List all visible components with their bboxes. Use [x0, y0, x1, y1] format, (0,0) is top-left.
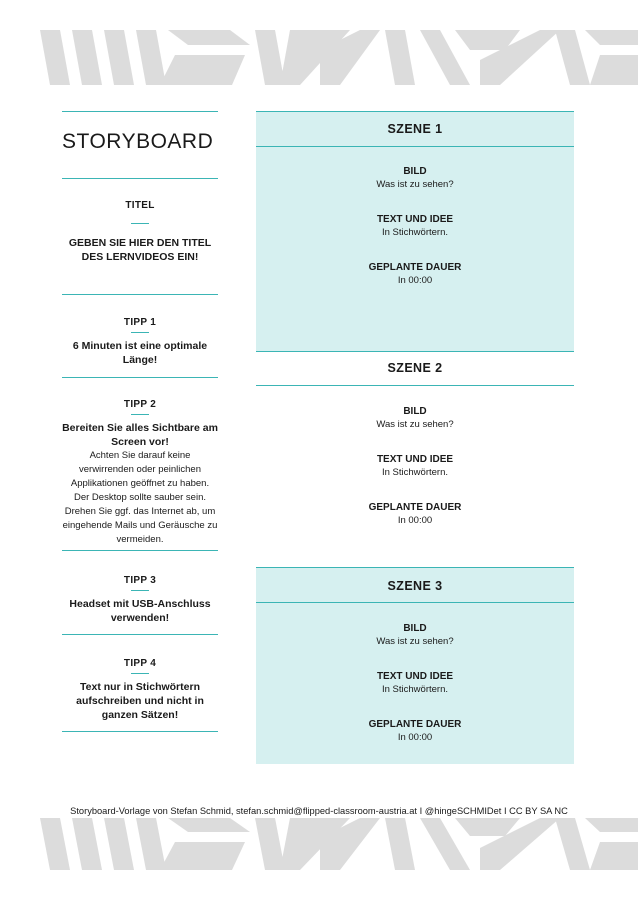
field-hint: In 00:00 [397, 275, 433, 286]
mini-divider [131, 332, 149, 333]
title-placeholder[interactable]: GEBEN SIE HIER DEN TITEL DES LERNVIDEOS EIN! [68, 237, 212, 263]
field-label: GEPLANTE DAUER [368, 719, 462, 730]
tip-detail: Achten Sie darauf keine verwirrenden oder peinlichen Applikationen geöffnet zu haben. Der Desktop sollte sauber sein. Drehen Sie ggf. das Internet ab, um eingehende Mails und Geräusche zu vermeiden. [62, 450, 218, 545]
divider [62, 550, 218, 551]
tip-body: 6 Minuten ist eine optimale Länge! [72, 340, 208, 366]
tip-body: Text nur in Stichwörtern aufschreiben und nicht in ganzen Sätzen! [76, 681, 204, 721]
divider [256, 567, 574, 568]
field-bild[interactable] [256, 405, 574, 431]
field-hint: In Stichwörtern. [382, 227, 448, 238]
scene-1-panel[interactable] [256, 111, 574, 351]
divider [256, 111, 574, 112]
page-title: STORYBOARD [62, 130, 214, 153]
scene-title: SZENE 2 [387, 361, 443, 375]
divider [256, 602, 574, 603]
field-text-idee[interactable] [256, 670, 574, 696]
field-dauer[interactable] [256, 718, 574, 744]
tip-heading: TIPP 4 [123, 658, 157, 669]
field-label: GEPLANTE DAUER [368, 262, 462, 273]
decorative-stripes-top [0, 0, 638, 100]
decorative-stripes-bottom [0, 800, 638, 903]
tip-1 [62, 317, 218, 367]
field-dauer[interactable] [256, 261, 574, 287]
divider [62, 294, 218, 295]
field-hint: Was ist zu sehen? [376, 179, 454, 190]
field-hint: In Stichwörtern. [382, 684, 448, 695]
field-label: TEXT UND IDEE [376, 214, 454, 225]
mini-divider [131, 414, 149, 415]
tip-body: Bereiten Sie alles Sichtbare am Screen vor! [62, 422, 218, 448]
field-bild[interactable] [256, 165, 574, 191]
field-hint: Was ist zu sehen? [376, 636, 454, 647]
divider [256, 385, 574, 386]
tip-3 [62, 575, 218, 625]
title-heading: TITEL [125, 200, 155, 211]
field-label: GEPLANTE DAUER [368, 502, 462, 513]
field-label: BILD [403, 166, 427, 177]
scene-3-panel[interactable] [256, 567, 574, 764]
mini-divider [131, 590, 149, 591]
divider [62, 111, 218, 112]
mini-divider [131, 223, 149, 224]
field-label: TEXT UND IDEE [376, 671, 454, 682]
divider [256, 146, 574, 147]
divider [256, 351, 574, 352]
tip-2 [62, 399, 218, 547]
scene-title: SZENE 3 [387, 579, 443, 593]
title-block [62, 200, 218, 264]
footer-credit: Storyboard-Vorlage von Stefan Schmid, stefan.schmid@flipped-classroom-austria.at I @hingeSCHMIDet I CC BY SA NC [70, 806, 568, 816]
divider [62, 178, 218, 179]
field-label: BILD [403, 406, 427, 417]
field-hint: In Stichwörtern. [382, 467, 448, 478]
divider [62, 634, 218, 635]
field-dauer[interactable] [256, 501, 574, 527]
field-text-idee[interactable] [256, 453, 574, 479]
scene-title: SZENE 1 [387, 122, 443, 136]
tip-heading: TIPP 3 [123, 575, 157, 586]
divider [62, 731, 218, 732]
field-label: TEXT UND IDEE [376, 454, 454, 465]
mini-divider [131, 673, 149, 674]
field-hint: Was ist zu sehen? [376, 419, 454, 430]
field-hint: In 00:00 [397, 515, 433, 526]
field-label: BILD [403, 623, 427, 634]
field-bild[interactable] [256, 622, 574, 648]
tip-4 [62, 658, 218, 722]
scene-2-panel[interactable] [256, 351, 574, 561]
divider [62, 377, 218, 378]
tip-heading: TIPP 1 [123, 317, 157, 328]
tip-body: Headset mit USB-Anschluss verwenden! [69, 598, 211, 624]
tip-heading: TIPP 2 [123, 399, 157, 410]
field-text-idee[interactable] [256, 213, 574, 239]
field-hint: In 00:00 [397, 732, 433, 743]
